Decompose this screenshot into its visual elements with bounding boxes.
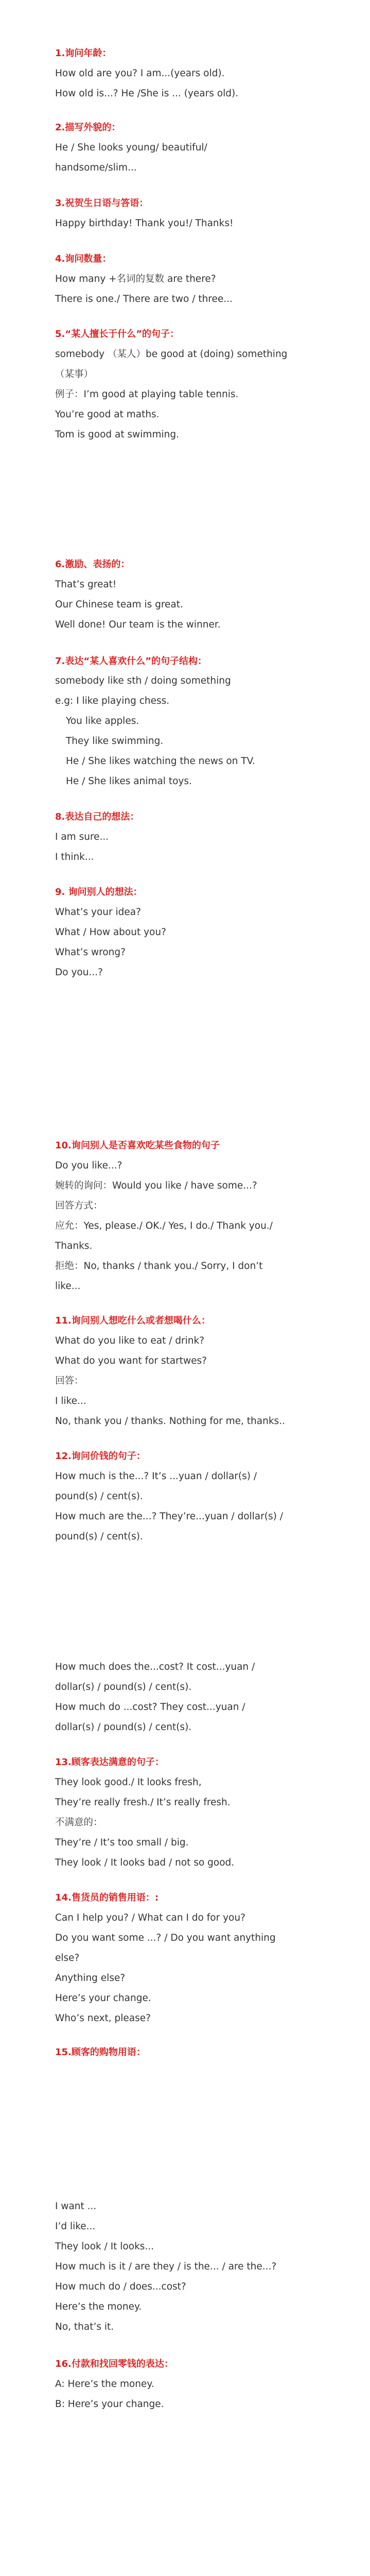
text-line: How old are you? I am...(years old). (55, 68, 225, 79)
section-heading: 2.描写外貌的： (55, 122, 121, 133)
text-line: How much do ...cost? They cost...yuan / (55, 1702, 245, 1713)
text-line: dollar(s) / pound(s) / cent(s). (55, 1722, 192, 1733)
text-line: 婉转的询问：Would you like / have some...? (55, 1180, 257, 1191)
text-line: What / How about you? (55, 927, 166, 938)
text-line: I want ... (55, 2201, 97, 2212)
text-line: He / She looks young/ beautiful/ (55, 142, 207, 153)
text-line: I am sure... (55, 832, 109, 842)
text-line: No, that’s it. (55, 2321, 114, 2332)
section-heading: 5.“某人擅长于什么”的句子： (55, 329, 180, 340)
section-heading: 1.询问年龄： (55, 48, 112, 59)
text-line: Do you want some ...? / Do you want anything (55, 1933, 276, 1943)
text-line: He / She likes watching the news on TV. (66, 756, 255, 767)
text-line: I like... (55, 1396, 86, 1406)
text-line: A: Here’s the money. (55, 2379, 154, 2389)
text-line: Do you like...? (55, 1160, 122, 1171)
text-line: They like swimming. (66, 736, 164, 747)
text-line: Who’s next, please? (55, 2013, 151, 2024)
text-line: That’s great! (55, 579, 117, 590)
text-line: Happy birthday! Thank you!/ Thanks! (55, 218, 234, 229)
text-line: like... (55, 1281, 81, 1292)
text-line: They look good./ It looks fresh, (55, 1777, 202, 1788)
text-line: 回答方式： (55, 1200, 103, 1211)
section-heading: 4.询问数量： (55, 253, 112, 264)
text-line: Well done! Our team is the winner. (55, 619, 221, 630)
section-heading: 13.顾客表达满意的句子： (55, 1757, 164, 1768)
text-line: Tom is good at swimming. (55, 429, 179, 440)
section-heading: 11.询问别人想吃什么或者想喝什么： (55, 1315, 210, 1326)
text-line: Our Chinese team is great. (55, 599, 183, 610)
text-line: How many +名词的复数 are there? (55, 274, 216, 284)
text-line: Thanks. (55, 1241, 93, 1251)
text-line: How much is it / are they / is the... / are the...? (55, 2261, 277, 2272)
text-line: pound(s) / cent(s). (55, 1491, 143, 1502)
text-line: 回答： (55, 1376, 84, 1386)
text-line: What’s wrong? (55, 947, 126, 958)
text-line: There is one./ There are two / three... (55, 294, 233, 304)
text-line: No, thank you / thanks. Nothing for me, thanks.. (55, 1416, 285, 1427)
text-line: Do you...? (55, 967, 103, 978)
text-line: 例子：I’m good at playing table tennis. (55, 389, 239, 400)
text-line: （某事） (55, 369, 94, 380)
text-line: dollar(s) / pound(s) / cent(s). (55, 1682, 192, 1692)
text-line: What’s your idea? (55, 907, 141, 918)
text-line: B: Here’s your change. (55, 2399, 164, 2410)
text-line: How much is the...? It’s ...yuan / dollar(s) / (55, 1471, 257, 1482)
text-line: How old is...? He /She is ... (years old). (55, 88, 239, 99)
text-line: They’re / It’s too small / big. (55, 1837, 189, 1848)
section-heading: 12.询问价钱的句子： (55, 1451, 146, 1462)
text-line: Can I help you? / What can I do for you? (55, 1912, 245, 1923)
text-line: He / She likes animal toys. (66, 776, 192, 787)
text-line: You like apples. (66, 716, 139, 726)
text-line: somebody like sth / doing something (55, 675, 231, 686)
section-heading: 9. 询问别人的想法： (55, 887, 143, 897)
text-line: You’re good at maths. (55, 409, 160, 420)
text-line: pound(s) / cent(s). (55, 1531, 143, 1542)
section-heading: 7.表达“某人喜欢什么”的句子结构： (55, 656, 207, 667)
text-line: 拒绝：No, thanks / thank you./ Sorry, I don’t (55, 1261, 263, 1272)
text-line: else? (55, 1953, 80, 1963)
section-heading: 15.顾客的购物用语： (55, 2047, 146, 2058)
text-line: They look / It looks bad / not so good. (55, 1857, 235, 1868)
section-heading: 8.表达自己的想法： (55, 811, 139, 822)
text-line: Here’s your change. (55, 1993, 151, 2004)
text-line: Here’s the money. (55, 2301, 142, 2312)
section-heading: 3.祝贺生日语与答语： (55, 198, 149, 209)
text-line: 不满意的： (55, 1817, 103, 1828)
text-line: How much does the...cost? It cost...yuan / (55, 1662, 255, 1672)
text-line: Anything else? (55, 1973, 126, 1984)
text-line: e.g: I like playing chess. (55, 696, 170, 706)
text-line: somebody （某人）be good at (doing) something (55, 349, 288, 360)
section-heading: 6.激励、表扬的： (55, 559, 130, 570)
text-line: They’re really fresh./ It’s really fresh. (55, 1797, 231, 1808)
section-heading: 16.付款和找回零钱的表达： (55, 2359, 173, 2369)
section-heading: 10.询问别人是否喜欢吃某些食物的句子 (55, 1140, 220, 1151)
section-heading: 14.售货员的销售用语：: (55, 1892, 159, 1903)
text-line: 应允：Yes, please./ OK./ Yes, I do./ Thank you./ (55, 1221, 273, 1231)
text-line: How much do / does...cost? (55, 2281, 186, 2292)
text-line: What do you want for startwes? (55, 1355, 207, 1366)
text-line: handsome/slim... (55, 162, 137, 173)
text-line: I’d like... (55, 2221, 96, 2232)
text-line: What do you like to eat / drink? (55, 1335, 205, 1346)
text-line: They look / It looks... (55, 2241, 154, 2252)
text-line: How much are the...? They’re...yuan / dollar(s) / (55, 1511, 283, 1522)
text-line: I think... (55, 852, 94, 862)
